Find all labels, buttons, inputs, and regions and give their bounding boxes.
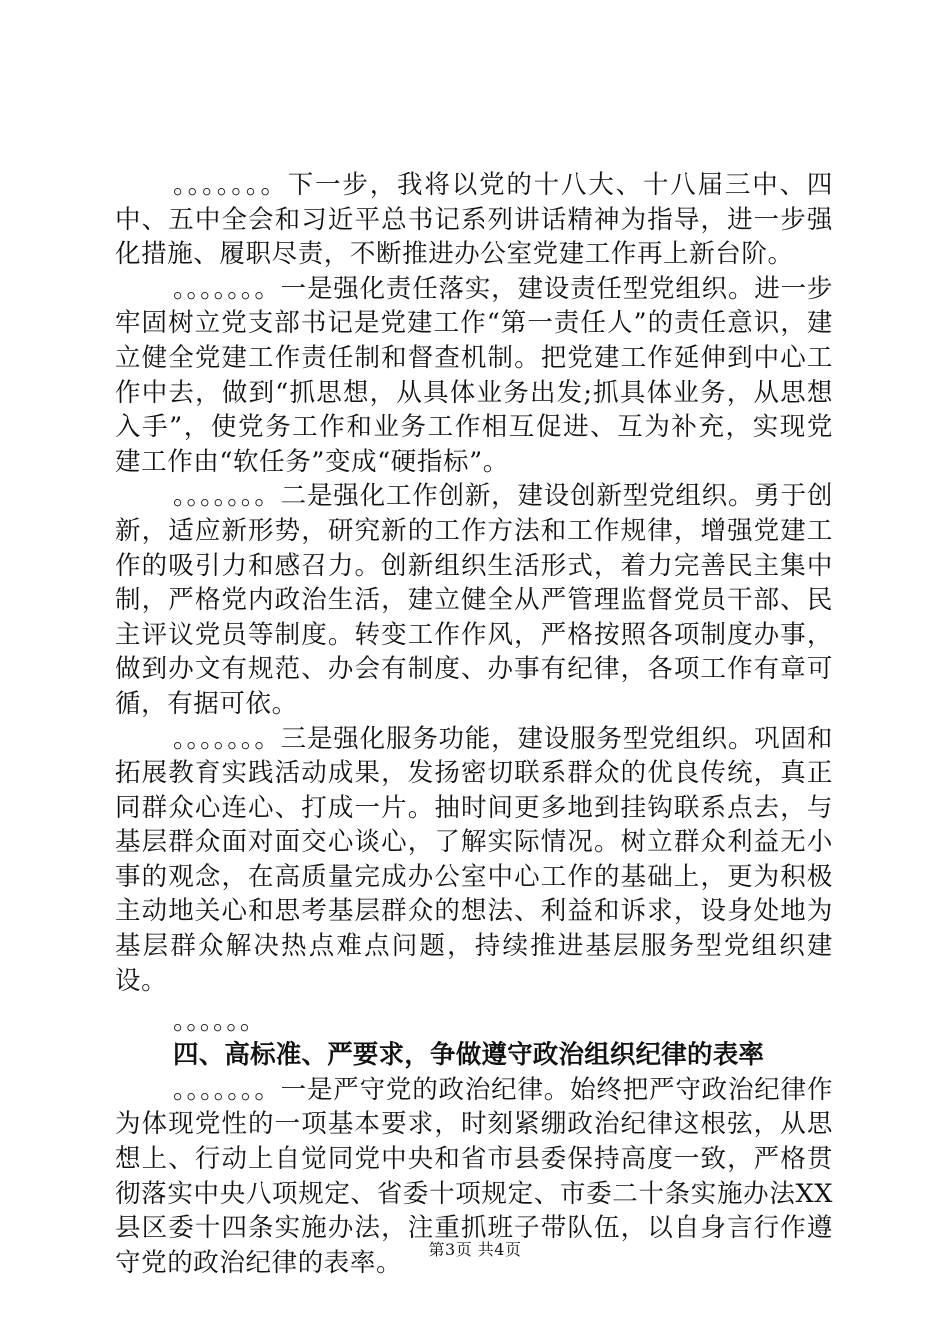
paragraph-next-step: 。。。。。。。下一步，我将以党的十八大、十八届三中、四中、五中全会和习近平总书记系列讲话精神为指导，进一步强化措施、履职尽责，不断推进办公室党建工作再上新台阶。 <box>115 170 833 270</box>
document-body <box>115 168 833 1280</box>
paragraph-responsibility: 。。。。。。。一是强化责任落实，建设责任型党组织。进一步牢固树立党支部书记是党建工作“第一责任人”的责任意识，建立健全党建工作责任制和督查机制。把党建工作延伸到中心工作中去，做到“抓思想，从具体业务出发;抓具体业务，从思想入手”，使党务工作和业务工作相互促进、互为补充，实现党建工作由“软任务”变成“硬指标”。 <box>115 273 833 477</box>
paragraph-service: 。。。。。。。三是强化服务功能，建设服务型党组织。巩固和拓展教育实践活动成果，发扬密切联系群众的优良传统，真正同群众心连心、打成一片。抽时间更多地到挂钩联系点去，与基层群众面对面交心谈心，了解实际情况。树立群众利益无小事的观念，在高质量完成办公室中心工作的基础上，更为积极主动地关心和思考基层群众的想法、利益和诉求，设身处地为基层群众解决热点难点问题，持续推进基层服务型党组织建设。 <box>115 723 833 996</box>
section-heading: 四、高标准、严要求，争做遵守政治组织纪律的表率 <box>173 1040 765 1071</box>
paragraph-innovation: 。。。。。。。二是强化工作创新，建设创新型党组织。勇于创新，适应新形势，研究新的工作方法和工作规律，增强党建工作的吸引力和感召力。创新组织生活形式，着力完善民主集中制，严格党内政治生活，建立健全从严管理监督党员干部、民主评议党员等制度。转变工作作风，严格按照各项制度办事，做到办文有规范、办会有制度、办事有纪律，各项工作有章可循，有据可依。 <box>115 481 833 719</box>
paragraph-political-discipline: 。。。。。。。一是严守党的政治纪律。始终把严守政治纪律作为体现党性的一项基本要求，时刻紧绷政治纪律这根弦，从思想上、行动上自觉同党中央和省市县委保持高度一致，严格贯彻落实中央八项规定、省委十项规定、市委二十条实施办法XX县区委十四条实施办法，注重抓班子带队伍，以自身言行作遵守党的政治纪律的表率。 <box>115 1074 833 1278</box>
page-footer: 第3页 共4页 <box>428 1240 522 1259</box>
dots-separator: 。。。。。。 <box>173 1006 266 1037</box>
